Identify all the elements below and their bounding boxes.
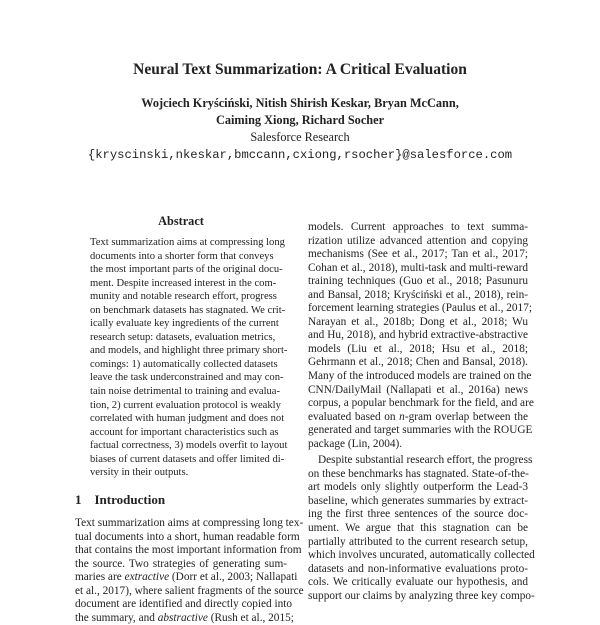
- text-line: [75, 571, 298, 585]
- text-line: [75, 544, 302, 558]
- text-span: Despite substantial research effort, the progress: [318, 454, 533, 467]
- text-line: [90, 426, 279, 440]
- text-line: [90, 331, 276, 345]
- paper-title: Neural Text Summarization: A Critical Evaluation: [133, 61, 467, 78]
- text-span: art models only slightly outperform the Lead-3: [308, 481, 528, 494]
- author-emails: {kryscinski,nkeskar,bmccann,cxiong,rsocher}@salesforce.com: [87, 148, 513, 162]
- text-line: [308, 221, 528, 235]
- text-line: [308, 536, 528, 550]
- introduction-body-left: [75, 517, 304, 625]
- text-line: [90, 317, 279, 331]
- abstract-body: [90, 236, 288, 480]
- text-span: factual correctness, 3) models overfit to layout: [90, 440, 288, 452]
- text-span: the summary, and: [75, 611, 158, 624]
- text-line: [308, 248, 528, 262]
- text-span: account for important characteristics such as: [90, 426, 279, 438]
- text-span: research setup: datasets, evaluation metrics,: [90, 331, 276, 343]
- text-line: [308, 563, 528, 577]
- text-line: [90, 236, 285, 250]
- text-span: (Rush et al., 2015;: [207, 611, 294, 624]
- text-line: [90, 466, 272, 480]
- text-span: -gram overlap between the: [404, 410, 528, 423]
- text-line: [90, 358, 278, 372]
- text-line: [75, 584, 304, 599]
- text-span: et al., 2017), where salient fragments of the source: [75, 584, 304, 597]
- text-span: and Hu, 2018), and hybrid extractive-abstractive: [308, 329, 528, 342]
- text-span: rization utilize advanced attention and copying: [308, 234, 528, 247]
- text-line: [75, 517, 304, 531]
- text-line: [308, 468, 528, 482]
- text-line: [308, 549, 535, 563]
- text-span: which involves uncurated, automatically collected: [308, 549, 535, 562]
- text-span: ument. We argue that this stagnation can be: [308, 522, 528, 535]
- text-line: [90, 250, 272, 264]
- text-span: maries are: [75, 571, 125, 584]
- text-line: [75, 558, 287, 572]
- section-heading-introduction: [75, 492, 165, 508]
- text-span: models (Liu et al., 2018; Hsu et al., 2018;: [308, 342, 528, 355]
- text-span: evaluated based on: [308, 410, 400, 423]
- text-span: datasets and non-informative evaluations proto-: [308, 562, 528, 575]
- section-number: 1: [75, 492, 82, 507]
- text-span: tion, 2) current evaluation protocol is weakly: [90, 399, 281, 411]
- text-span: partially attributed to the current research setup,: [308, 535, 528, 548]
- text-line: [75, 598, 293, 612]
- italic-term: extractive: [124, 571, 170, 584]
- text-span: (Dorr et al., 2003; Nallapati: [169, 571, 298, 584]
- text-span: that contains the most important information from: [75, 544, 302, 557]
- text-line: [90, 453, 285, 467]
- text-line: [308, 343, 528, 357]
- text-span: forcement learning strategies (Paulus et al., 2017;: [308, 302, 532, 315]
- text-line: [308, 589, 535, 604]
- text-line: [308, 235, 528, 249]
- text-span: Gehrmann et al., 2018; Chen and Bansal, 2018).: [308, 356, 528, 369]
- text-span: Many of the introduced models are trained on the: [308, 370, 532, 383]
- text-span: package (Lin, 2004).: [308, 437, 403, 450]
- text-span: Text summarization aims at compressing long tex-: [75, 517, 304, 529]
- text-span: CNN/DailyMail (Nallapati et al., 2016a) news: [308, 383, 528, 396]
- text-line: [90, 263, 283, 277]
- text-line: [308, 454, 533, 468]
- text-span: leave the task underconstrained and may con-: [90, 372, 284, 384]
- text-line: [308, 316, 528, 330]
- text-line: [308, 370, 532, 384]
- text-line: [308, 424, 533, 438]
- text-line: [308, 356, 528, 370]
- text-line: [90, 277, 277, 291]
- text-span: munity and notable research effort, progress: [90, 291, 277, 303]
- text-span: document are identified and directly copied into: [75, 598, 293, 611]
- text-span: the most important parts of the original docu-: [90, 264, 283, 276]
- text-line: [90, 304, 286, 318]
- text-span: mechanisms (See et al., 2017; Tan et al., 2017;: [308, 248, 528, 261]
- text-line: [308, 411, 528, 425]
- text-span: training techniques (Guo et al., 2018; Pasunuru: [308, 275, 528, 288]
- text-line: [308, 302, 532, 316]
- text-span: and Bansal, 2018; Kryściński et al., 2018), rein-: [308, 288, 528, 301]
- text-span: documents into a shorter form that conveys: [90, 250, 274, 262]
- text-line: [90, 290, 277, 304]
- text-line: [90, 371, 284, 385]
- text-span: Narayan et al., 2018b; Dong et al., 2018; Wu: [308, 315, 528, 328]
- text-span: and models, and highlight three primary short-: [90, 345, 288, 357]
- text-span: generated and target summaries with the ROUGE: [308, 424, 533, 437]
- text-line: [308, 576, 528, 590]
- authors-line-2: Caiming Xiong, Richard Socher: [215, 113, 385, 127]
- text-span: tain noise detrimental to training and evalua-: [90, 386, 281, 398]
- text-span: correlated with human judgment and does not: [90, 413, 285, 425]
- text-span: cols. We critically evaluate our hypothesis, and: [308, 576, 528, 589]
- text-span: ing the first three sentences of the source doc-: [308, 508, 528, 521]
- text-span: biases of current datasets and offer limited di-: [90, 453, 285, 465]
- affiliation: Salesforce Research: [250, 130, 350, 144]
- italic-term: n: [399, 410, 405, 423]
- text-line: [308, 495, 528, 509]
- text-line: [308, 289, 528, 303]
- text-line: [308, 522, 528, 536]
- text-span: baseline, which generates summaries by extract-: [308, 494, 528, 507]
- text-line: [308, 384, 528, 398]
- text-line: [90, 412, 285, 426]
- text-line: [90, 344, 288, 358]
- text-span: support our claims by analyzing three key compo-: [308, 589, 535, 602]
- section-title: Introduction: [94, 492, 166, 507]
- text-line: [308, 438, 528, 452]
- text-line: [90, 399, 281, 413]
- text-span: models. Current approaches to text summa-: [308, 221, 528, 233]
- text-line: [75, 530, 300, 545]
- text-span: Cohan et al., 2018), multi-task and multi-reward: [308, 261, 528, 274]
- text-span: tual documents into a short, human readable form: [75, 530, 300, 543]
- text-line: [308, 397, 534, 411]
- text-line: [308, 508, 528, 522]
- authors-line-1: Wojciech Kryściński, Nitish Shirish Keskar, Bryan McCann,: [141, 96, 459, 110]
- abstract-heading: Abstract: [158, 214, 204, 228]
- introduction-body-right: [308, 221, 535, 603]
- text-span: corpus, a popular benchmark for the field, and are: [308, 397, 534, 410]
- text-line: [75, 611, 294, 625]
- text-span: the source. Two strategies of generating sum-: [75, 557, 287, 570]
- text-span: ically evaluate key ingredients of the current: [90, 318, 279, 330]
- text-line: [308, 481, 528, 495]
- text-line: [90, 385, 281, 399]
- text-span: ment. Despite increased interest in the com-: [90, 277, 277, 289]
- text-span: on benchmark datasets has stagnated. We crit-: [90, 304, 286, 316]
- text-span: Text summarization aims at compressing long: [90, 237, 285, 248]
- italic-term: abstractive: [157, 611, 208, 624]
- text-span: versity in their outputs.: [90, 467, 189, 479]
- text-line: [308, 262, 528, 276]
- text-line: [308, 329, 528, 343]
- text-span: comings: 1) automatically collected datasets: [90, 358, 278, 370]
- text-line: [308, 275, 528, 289]
- text-line: [90, 439, 288, 453]
- text-span: on these benchmarks has stagnated. State-of-the-: [308, 467, 529, 480]
